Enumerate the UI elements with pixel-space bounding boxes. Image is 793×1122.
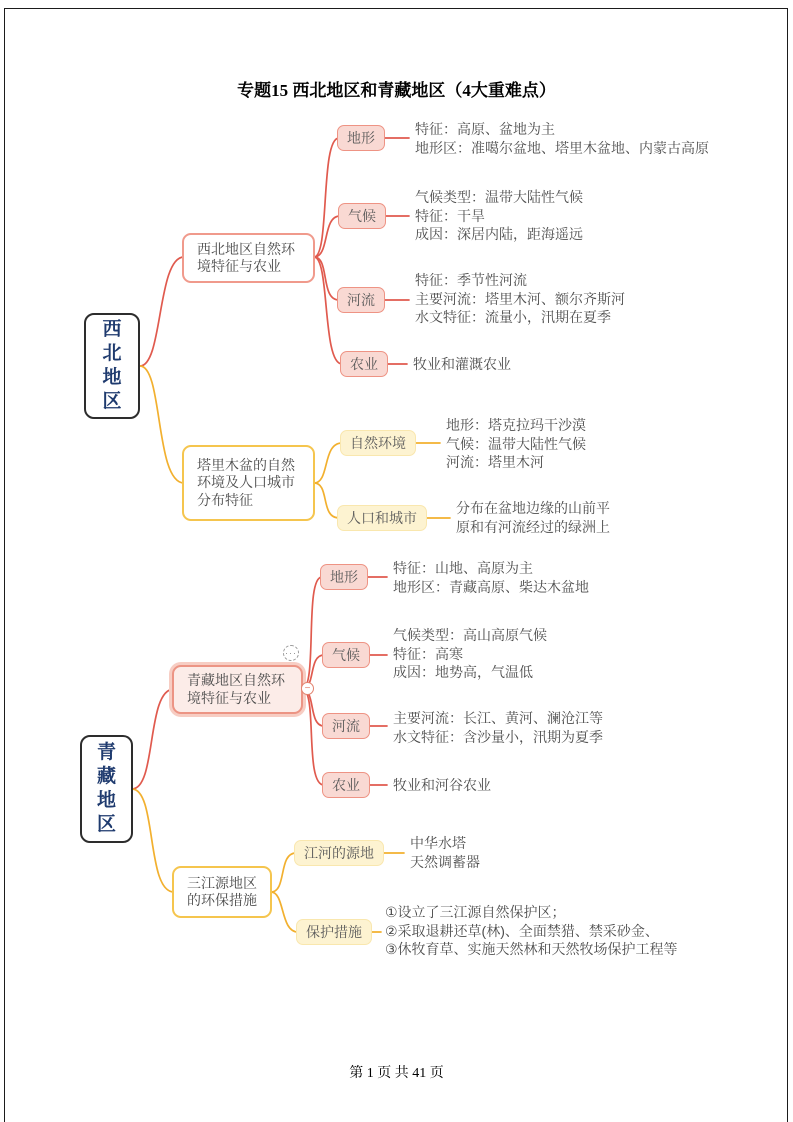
nw-leaf-rivers-label: 河流 <box>347 292 375 308</box>
nw-rivers-details[interactable] <box>415 271 625 327</box>
qz-branch-natural-env-agriculture[interactable] <box>172 665 303 714</box>
detail-line: 主要河流：塔里木河、额尔齐斯河 <box>415 290 625 307</box>
nw-branch2-label: 塔里木盆的自然环境及人口城市分布特征 <box>197 456 295 508</box>
qz-leaf-terrain-label: 地形 <box>330 569 358 585</box>
detail-line: 特征：高寒 <box>393 645 463 662</box>
qz-leaf-agriculture[interactable] <box>322 772 370 798</box>
qz-leaf-river-source[interactable] <box>294 840 384 866</box>
page-title: 专题15 西北地区和青藏地区（4大重难点） <box>237 81 556 100</box>
detail-line: 原和有河流经过的绿洲上 <box>456 518 610 535</box>
detail-line: 分布在盆地边缘的山前平 <box>456 500 610 516</box>
detail-line: 河流：塔里木河 <box>446 454 544 470</box>
qz-leaf-terrain[interactable] <box>320 564 368 590</box>
qz-leaf-climate[interactable] <box>322 642 370 668</box>
nw-leaf-natural-environment[interactable] <box>340 430 416 456</box>
qz-leaf-protection-measures-label: 保护措施 <box>306 924 362 940</box>
qz-branch2-label: 三江源地区的环保措施 <box>187 874 257 908</box>
page-number: 第 1 页 共 41 页 <box>349 1066 444 1081</box>
qz-leaf-rivers-label: 河流 <box>332 718 360 734</box>
detail-line: 天然调蓄器 <box>410 853 480 870</box>
qz-leaf-agriculture-label: 农业 <box>332 777 360 793</box>
nw-natural-environment-details[interactable] <box>446 416 586 472</box>
nw-branch-natural-env-agriculture[interactable] <box>182 233 315 283</box>
nw-leaf-terrain[interactable] <box>337 125 385 151</box>
qz-root-node[interactable] <box>80 735 133 843</box>
qz-river-source-details[interactable] <box>410 834 480 871</box>
nw-leaf-climate-label: 气候 <box>348 208 376 224</box>
qz-branch-sanjiangyuan-protection[interactable] <box>172 866 272 918</box>
detail-line: 成因：地势高，气温低 <box>393 664 533 680</box>
qz-leaf-protection-measures[interactable] <box>296 919 372 945</box>
detail-line: 成因：深居内陆，距海遥远 <box>415 226 583 242</box>
nw-leaf-agriculture[interactable] <box>340 351 388 377</box>
nw-climate-details[interactable] <box>415 188 583 244</box>
detail-line: 主要河流：长江、黄河、澜沧江等 <box>393 710 603 726</box>
qz-rivers-details[interactable] <box>393 709 603 746</box>
collapse-icon[interactable]: − <box>301 682 314 695</box>
detail-line: 特征：高原、盆地为主 <box>415 121 555 137</box>
qz-leaf-rivers[interactable] <box>322 713 370 739</box>
qz-branch1-label: 青藏地区自然环境特征与农业 <box>187 672 285 706</box>
qz-agriculture-details[interactable] <box>393 776 491 795</box>
nw-leaf-population-cities-label: 人口和城市 <box>347 510 417 526</box>
nw-leaf-climate[interactable] <box>338 203 386 229</box>
qz-leaf-river-source-label: 江河的源地 <box>304 845 374 861</box>
detail-line: 水文特征：流量小，汛期在夏季 <box>415 309 611 325</box>
nw-population-cities-details[interactable] <box>456 499 610 536</box>
detail-line: 水文特征：含沙量小，汛期为夏季 <box>393 728 603 745</box>
nw-root-label: 西北地区 <box>102 319 122 412</box>
qz-root-label: 青藏地区 <box>96 742 116 835</box>
detail-line: 牧业和灌溉农业 <box>413 356 511 372</box>
nw-branch-tarim-basin[interactable] <box>182 445 315 521</box>
nw-leaf-terrain-label: 地形 <box>347 130 375 146</box>
detail-line: 气候类型：高山高原气候 <box>393 627 547 643</box>
nw-leaf-population-cities[interactable] <box>337 505 427 531</box>
detail-line: ③休牧育草、实施天然林和天然牧场保护工程等 <box>385 941 678 957</box>
qz-protection-measures-details[interactable] <box>385 903 678 959</box>
detail-line: 气候类型：温带大陆性气候 <box>415 189 583 205</box>
detail-line: 地形区：青藏高原、柴达木盆地 <box>393 578 589 595</box>
nw-root-node[interactable] <box>84 313 140 419</box>
detail-line: 地形：塔克拉玛干沙漠 <box>446 417 586 433</box>
detail-line: 牧业和河谷农业 <box>393 777 491 793</box>
nw-agriculture-details[interactable] <box>413 355 511 374</box>
detail-line: 气候：温带大陆性气候 <box>446 435 586 452</box>
qz-terrain-details[interactable] <box>393 559 589 596</box>
detail-line: ①设立了三江源自然保护区； <box>385 904 566 920</box>
qz-leaf-climate-label: 气候 <box>332 647 360 663</box>
qz-climate-details[interactable] <box>393 626 547 682</box>
nw-branch1-label: 西北地区自然环境特征与农业 <box>197 240 295 274</box>
more-options-icon[interactable]: ··· <box>283 645 299 661</box>
nw-leaf-natural-environment-label: 自然环境 <box>350 435 406 451</box>
detail-line: ②采取退耕还草(林)、全面禁猎、禁采砂金、 <box>385 922 659 939</box>
detail-line: 特征：山地、高原为主 <box>393 560 533 576</box>
nw-leaf-agriculture-label: 农业 <box>350 356 378 372</box>
detail-line: 特征：干旱 <box>415 207 485 224</box>
detail-line: 特征：季节性河流 <box>415 272 527 288</box>
detail-line: 中华水塔 <box>410 835 466 851</box>
nw-terrain-details[interactable] <box>415 120 709 157</box>
detail-line: 地形区：准噶尔盆地、塔里木盆地、内蒙古高原 <box>415 139 709 156</box>
nw-leaf-rivers[interactable] <box>337 287 385 313</box>
